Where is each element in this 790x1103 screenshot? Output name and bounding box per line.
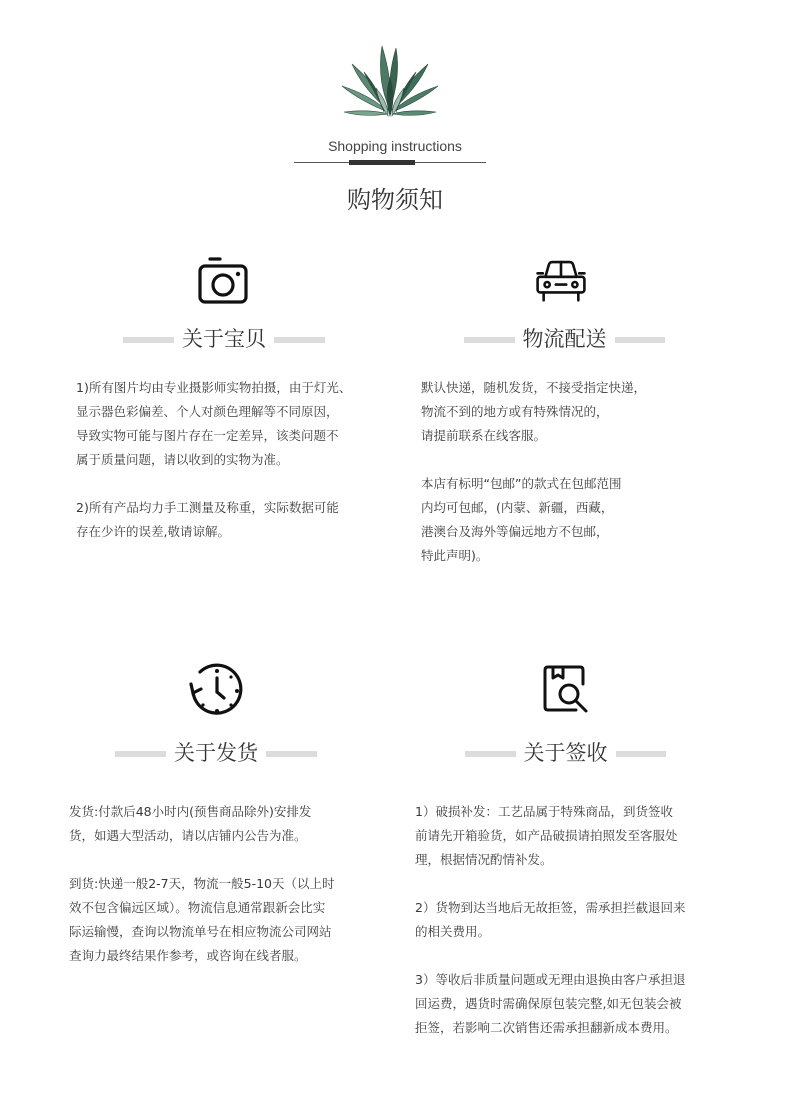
divider-accent — [349, 160, 415, 165]
section-receipt-para-2: 2）货物到达当地后无故拒签，需承担拦截退回来 的相关费用。 — [415, 900, 686, 939]
section-dispatch-para-1: 发货:付款后48小时内(预售商品除外)安排发 货，如遇大型活动，请以店铺内公告为准。 — [69, 804, 312, 843]
section-title-dispatch: 关于发货 — [166, 737, 266, 767]
section-shipping-para-1: 默认快递，随机发货，不接受指定快递， 物流不到的地方或有特殊情况的， 请提前联系在线客服。 — [421, 380, 647, 443]
agave-plant-illustration — [338, 42, 442, 124]
clock-icon — [188, 662, 246, 720]
section-header-dispatch — [115, 733, 317, 773]
section-header-shipping — [464, 319, 665, 359]
subtitle: Shopping instructions — [328, 138, 462, 154]
section-product-para-1: 1)所有图片均由专业摄影师实物拍摄，由于灯光、 显示器色彩偏差、个人对颜色理解等不同原因， 导致实物可能与图片存在一定差异，该类问题不 属于质量问题，请以收到的实物为准。 — [76, 380, 352, 467]
section-title-product: 关于宝贝 — [174, 323, 274, 353]
section-shipping-para-2: 本店有标明“包邮”的款式在包邮范围 内均可包邮，(内蒙、新疆，西藏， 港澳台及海外等偏远地方不包邮， 特此声明)。 — [421, 476, 622, 563]
section-receipt-para-3: 3）等收后非质量问题或无理由退换由客户承担退 回运费，遇货时需确保原包装完整,如无包装会被 拒签，若影响二次销售还需承担翻新成本费用。 — [415, 972, 686, 1035]
camera-icon — [197, 256, 249, 308]
section-header-receipt — [465, 733, 666, 773]
car-icon — [535, 256, 587, 308]
section-product-para-2: 2)所有产品均力手工测量及称重，实际数据可能 存在少许的误差,敬请谅解。 — [76, 500, 339, 539]
page-title: 购物须知 — [347, 186, 443, 214]
inspect-icon — [542, 664, 594, 716]
section-title-receipt: 关于签收 — [516, 737, 616, 767]
section-title-shipping: 物流配送 — [515, 323, 615, 353]
section-header-product — [123, 319, 325, 359]
section-receipt-para-1: 1）破损补发：工艺品属于特殊商品，到货签收 前请先开箱验货，如产品破损请拍照发至客服处 理，根据情况酌情补发。 — [415, 804, 678, 867]
section-dispatch-para-2: 到货:快递一般2-7天，物流一般5-10天（以上时 效不包含偏远区域）。物流信息通常跟新会比实 际运输慢，查询以物流单号在相应物流公司网站 查询力最终结果作参考，或咨询在线者服。 — [69, 876, 335, 963]
